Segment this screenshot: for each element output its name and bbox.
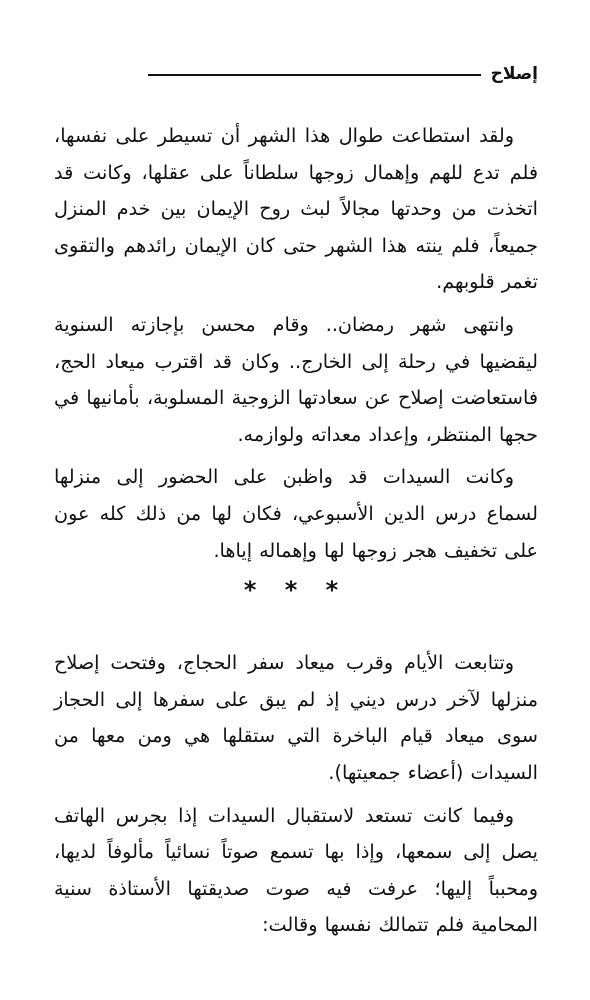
running-header <box>148 60 538 88</box>
paragraph: ولقد استطاعت طوال هذا الشهر أن تسيطر على نفسها، فلم تدع للهم وإهمال زوجها سلطاناً على عقلها، وكانت قد اتخذت من وحدتها مجالاً لبث روح الإيمان بين خدم المنزل جميعاً، فلم ينته هذا الشهر حتى كان الإيمان رائدهم والتقوى تغمر قلوبهم. <box>54 124 538 294</box>
paragraph: وتتابعت الأيام وقرب ميعاد سفر الحجاج، وفتحت إصلاح منزلها لآخر درس ديني إذ لم يبق على سفرها إلى الحجاز سوى ميعاد قيام الباخرة التي ستقلها هي ومن معها من السيدات (أعضاء جمعيتها). <box>54 651 538 784</box>
header-rule <box>148 74 481 76</box>
chapter-title: إصلاح <box>490 64 538 84</box>
section-separator: * * * <box>243 576 349 605</box>
body-text <box>54 118 538 950</box>
paragraph: وكانت السيدات قد واظبن على الحضور إلى منزلها لسماع درس الدين الأسبوعي، فكان لها من ذلك كله عون على تخفيف هجر زوجها لها وإهماله إياها. <box>54 465 538 562</box>
paragraph: وانتهى شهر رمضان.. وقام محسن بإجازته السنوية ليقضيها في رحلة إلى الخارج.. وكان قد اقترب ميعاد الحج، فاستعاضت إصلاح عن سعادتها الزوجية المسلوبة، بأمانيها في حجها المنتظر، وإعداد معداته ولوازمه. <box>54 312 538 446</box>
paragraph: وفيما كانت تستعد لاستقبال السيدات إذا بجرس الهاتف يصل إلى سمعها، وإذا بها تسمع صوتاً نسائياً مألوفاً لديها، ومحبباً إليها؛ عرفت فيه صوت صديقتها الأستاذة سنية المحامية فلم تتمالك نفسها وقالت: <box>54 803 538 937</box>
